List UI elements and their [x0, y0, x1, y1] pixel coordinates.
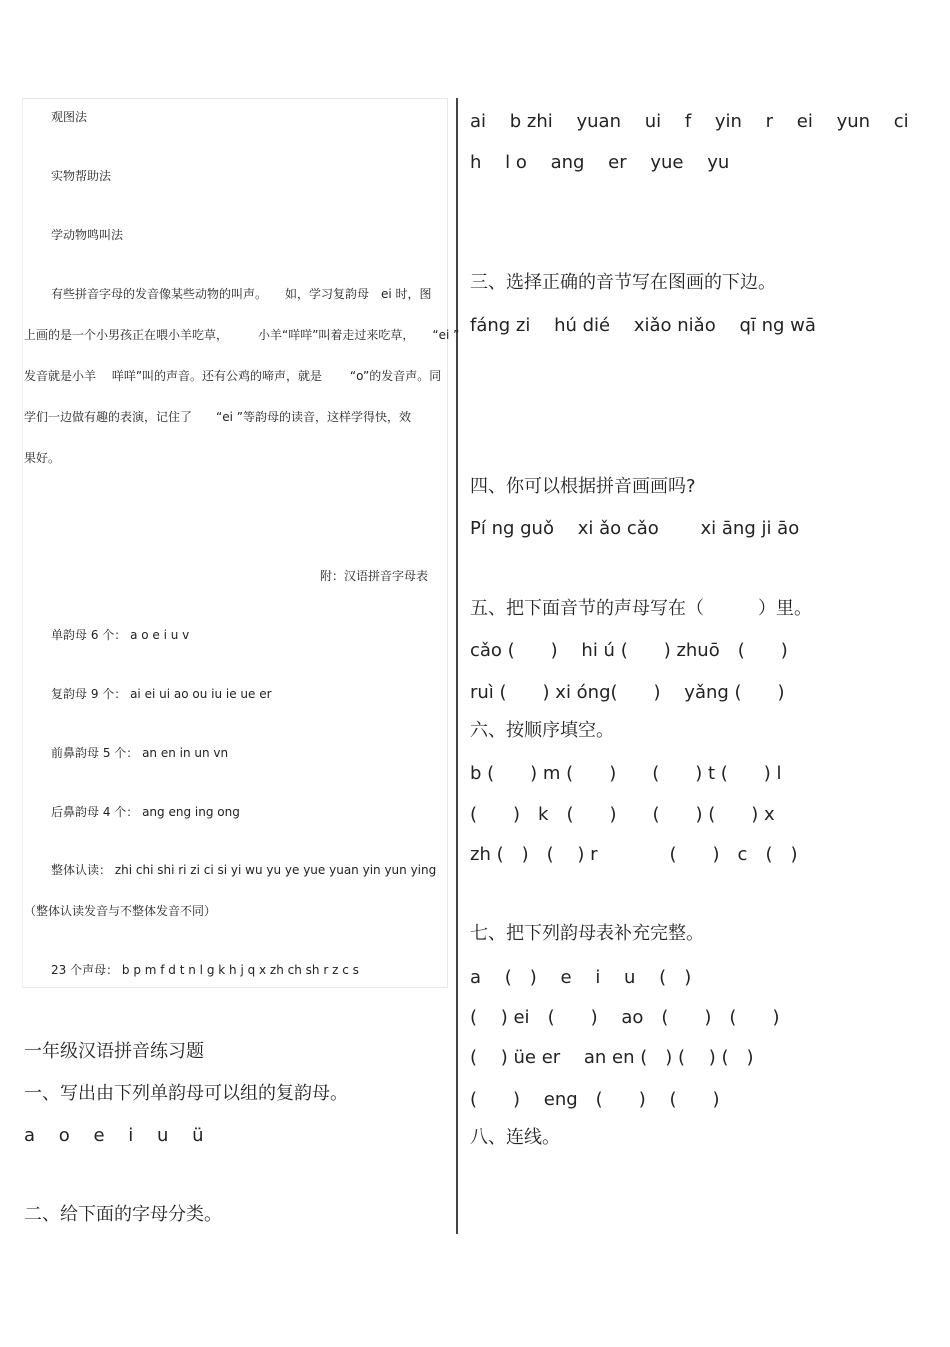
- question-1: 一、写出由下列单韵母可以组的复韵母。: [24, 1083, 348, 1104]
- question-7: 七、把下列韵母表补充完整。: [470, 923, 704, 944]
- question-6: 六、按顺序填空。: [470, 720, 614, 741]
- question-3: 三、选择正确的音节写在图画的下边。: [470, 272, 776, 293]
- worksheet-title: 一年级汉语拼音练习题: [24, 1041, 204, 1062]
- back-nasal-finals: 后鼻韵母 4 个： ang eng ing ong: [51, 805, 240, 819]
- whole-syllables-note: （整体认读发音与不整体发音不同）: [24, 904, 217, 918]
- question-3-syllables: fáng zi hú dié xiǎo niǎo qī ng wā: [470, 315, 816, 336]
- question-6-row-1: b ( ) m ( ) ( ) t ( ) l: [470, 763, 782, 784]
- method-animal-sounds: 学动物鸣叫法: [51, 228, 124, 242]
- question-8: 八、连线。: [470, 1127, 560, 1148]
- paragraph-line-5: 果好。: [24, 451, 61, 465]
- question-7-row-1: a ( ) e i u ( ): [470, 967, 692, 988]
- question-2: 二、给下面的字母分类。: [24, 1204, 222, 1225]
- paragraph-line-2: 上画的是一个小男孩正在喂小羊吃草， 小羊“咩咩”叫着走过来吃草， “ei ”: [24, 328, 460, 342]
- paragraph-line-3: 发音就是小羊 咩咩”叫的声音。还有公鸡的啼声，就是 “o”的发音声。同: [24, 369, 442, 383]
- question-6-row-3: zh ( ) ( ) r ( ) c ( ): [470, 844, 798, 865]
- column-divider: [456, 98, 458, 1234]
- question-1-letters: a o e i u ü: [24, 1125, 204, 1146]
- paragraph-line-4: 学们一边做有趣的表演，记住了 “ei ”等韵母的读音，这样学得快，效: [24, 410, 411, 424]
- paragraph-line-1: 有些拼音字母的发音像某些动物的叫声。 如，学习复韵母 ei 时，图: [51, 287, 432, 301]
- question-5-row-1: cǎo ( ) hi ú ( ) zhuō ( ): [470, 640, 788, 661]
- question-2-row-1: ai b zhi yuan ui f yin r ei yun ci: [470, 111, 909, 132]
- method-observe-picture: 观图法: [51, 110, 88, 124]
- front-nasal-finals: 前鼻韵母 5 个： an en in un vn: [51, 746, 229, 760]
- initials-list: 23 个声母： b p m f d t n l g k h j q x zh ch sh r z c s: [51, 963, 359, 977]
- question-7-row-4: ( ) eng ( ) ( ): [470, 1089, 720, 1110]
- question-4-syllables: Pí ng guǒ xi ǎo cǎo xi āng ji āo: [470, 518, 800, 539]
- appendix-title: 附：汉语拼音字母表: [320, 569, 429, 583]
- compound-finals: 复韵母 9 个： ai ei ui ao ou iu ie ue er: [51, 687, 272, 701]
- question-7-row-2: ( ) ei ( ) ao ( ) ( ): [470, 1007, 780, 1028]
- single-finals: 单韵母 6 个： a o e i u v: [51, 628, 190, 642]
- question-7-row-3: ( ) üe er an en ( ) ( ) ( ): [470, 1047, 754, 1068]
- whole-syllables: 整体认读： zhi chi shi ri zi ci si yi wu yu ye yue yuan yin yun ying: [51, 863, 437, 877]
- question-5-row-2: ruì ( ) xi óng( ) yǎng ( ): [470, 682, 785, 703]
- question-6-row-2: ( ) k ( ) ( ) ( ) x: [470, 804, 775, 825]
- method-real-objects: 实物帮助法: [51, 169, 112, 183]
- question-4: 四、你可以根据拼音画画吗?: [470, 476, 696, 497]
- question-5: 五、把下面音节的声母写在（ ）里。: [470, 598, 812, 619]
- question-2-row-2: h l o ang er yue yu: [470, 152, 730, 173]
